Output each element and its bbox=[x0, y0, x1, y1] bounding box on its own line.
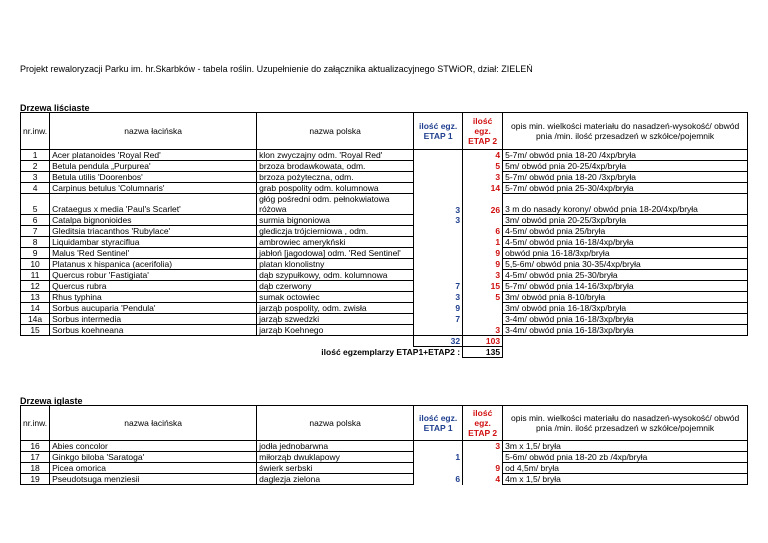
cell-qty-etap1: 7 bbox=[414, 314, 463, 325]
cell-description: 4-5m/ obwód pnia 16-18/4xp/bryła bbox=[503, 237, 748, 248]
cell-nr: 10 bbox=[21, 259, 50, 270]
table-row bbox=[21, 303, 748, 314]
cell-latin: Acer platanoides 'Royal Red' bbox=[50, 150, 257, 161]
cell-polish: świerk serbski bbox=[257, 463, 414, 474]
cell-latin: Quercus rubra bbox=[50, 281, 257, 292]
table-row bbox=[21, 281, 748, 292]
table-row bbox=[21, 183, 748, 194]
sum-etap1: 32 bbox=[414, 336, 463, 347]
cell-polish: brzoza brodawkowata, odm. bbox=[257, 161, 414, 172]
cell-latin: Carpinus betulus 'Columnaris' bbox=[50, 183, 257, 194]
cell-latin: Pseudotsuga menziesii bbox=[50, 474, 257, 485]
cell-nr: 12 bbox=[21, 281, 50, 292]
header-qty-etap1: ilość egz. ETAP 1 bbox=[414, 113, 463, 150]
cell-qty-etap2: 15 bbox=[463, 281, 503, 292]
header-polish: nazwa polska bbox=[257, 406, 414, 441]
cell-polish: dąb czerwony bbox=[257, 281, 414, 292]
cell-description: 5m/ obwód pnia 20-25/4xp/bryła bbox=[503, 161, 748, 172]
cell-qty-etap2 bbox=[463, 314, 503, 325]
cell-latin: Betula pendula „Purpurea' bbox=[50, 161, 257, 172]
header-latin: nazwa łacińska bbox=[50, 113, 257, 150]
cell-qty-etap1 bbox=[414, 248, 463, 259]
cell-polish: jabłoń [jagodowa] odm. 'Red Sentinel' bbox=[257, 248, 414, 259]
cell-qty-etap2: 3 bbox=[463, 441, 503, 452]
cell-qty-etap1 bbox=[414, 463, 463, 474]
table-row bbox=[21, 161, 748, 172]
header-description: opis min. wielkości materiału do nasadzeń-wysokość/ obwód pnia /min. ilość przesadzeń w szkółce/pojemnik bbox=[503, 113, 748, 150]
cell-nr: 4 bbox=[21, 183, 50, 194]
cell-latin: Sorbus intermedia bbox=[50, 314, 257, 325]
cell-qty-etap2: 3 bbox=[463, 172, 503, 183]
cell-nr: 14a bbox=[21, 314, 50, 325]
header-polish: nazwa polska bbox=[257, 113, 414, 150]
cell-qty-etap1 bbox=[414, 441, 463, 452]
cell-nr: 8 bbox=[21, 237, 50, 248]
cell-description: 3-4m/ obwód pnia 16-18/3xp/bryła bbox=[503, 314, 748, 325]
header-nr: nr.inw. bbox=[21, 113, 50, 150]
cell-qty-etap1: 3 bbox=[414, 215, 463, 226]
cell-nr: 1 bbox=[21, 150, 50, 161]
table-row bbox=[21, 259, 748, 270]
header-qty-etap1: ilość egz. ETAP 1 bbox=[414, 406, 463, 441]
cell-qty-etap2: 4 bbox=[463, 474, 503, 485]
cell-latin: Abies concolor bbox=[50, 441, 257, 452]
cell-qty-etap1 bbox=[414, 161, 463, 172]
cell-nr: 11 bbox=[21, 270, 50, 281]
cell-latin: Crataegus x media 'Paul's Scarlet' bbox=[50, 194, 257, 215]
cell-description: 5-6m/ obwód pnia 18-20 zb /4xp/bryła bbox=[503, 452, 748, 463]
cell-description: 3m/ obwód pnia 16-18/3xp/bryła bbox=[503, 303, 748, 314]
sums-spacer bbox=[21, 336, 414, 347]
cell-polish: grab pospolity odm. kolumnowa bbox=[257, 183, 414, 194]
cell-qty-etap2: 3 bbox=[463, 270, 503, 281]
section-title-conifers: Drzewa iglaste bbox=[20, 396, 83, 406]
cell-latin: Picea omorica bbox=[50, 463, 257, 474]
cell-nr: 3 bbox=[21, 172, 50, 183]
cell-description: 5-7m/ obwód pnia 18-20 /3xp/bryła bbox=[503, 172, 748, 183]
cell-qty-etap1 bbox=[414, 270, 463, 281]
table-row bbox=[21, 237, 748, 248]
cell-description: 5-7m/ obwód pnia 18-20 /4xp/bryła bbox=[503, 150, 748, 161]
header-qty-etap2: ilość egz. ETAP 2 bbox=[463, 406, 503, 441]
sum-etap2: 103 bbox=[463, 336, 503, 347]
cell-qty-etap2: 14 bbox=[463, 183, 503, 194]
conifers-table bbox=[20, 405, 748, 485]
cell-description: 3m/ obwód pnia 8-10/bryła bbox=[503, 292, 748, 303]
cell-description: 3-4m/ obwód pnia 16-18/3xp/bryła bbox=[503, 325, 748, 336]
cell-polish: głóg pośredni odm. pełnokwiatowa różowa bbox=[257, 194, 414, 215]
header-qty-etap2: ilość egz. ETAP 2 bbox=[463, 113, 503, 150]
cell-qty-etap2: 1 bbox=[463, 237, 503, 248]
cell-description: 4-5m/ obwód pnia 25-30/bryła bbox=[503, 270, 748, 281]
cell-polish: dąb szypułkowy, odm. kolumnowa bbox=[257, 270, 414, 281]
cell-polish: jarząb szwedzki bbox=[257, 314, 414, 325]
cell-latin: Catalpa bignonioides bbox=[50, 215, 257, 226]
cell-qty-etap1 bbox=[414, 259, 463, 270]
cell-polish: jarząb Koehnego bbox=[257, 325, 414, 336]
cell-polish: ambrowiec amerykński bbox=[257, 237, 414, 248]
cell-nr: 17 bbox=[21, 452, 50, 463]
cell-description: 4-5m/ obwód pnia 25/bryła bbox=[503, 226, 748, 237]
header-nr: nr.inw. bbox=[21, 406, 50, 441]
total-label: ilość egzemplarzy ETAP1+ETAP2 : bbox=[321, 347, 461, 358]
cell-description: 3m x 1,5/ bryła bbox=[503, 441, 748, 452]
cell-latin: Rhus typhina bbox=[50, 292, 257, 303]
cell-qty-etap2 bbox=[463, 215, 503, 226]
cell-qty-etap1: 7 bbox=[414, 281, 463, 292]
table-row bbox=[21, 463, 748, 474]
total-row bbox=[21, 347, 748, 358]
cell-description: 5-7m/ obwód pnia 14-16/3xp/bryła bbox=[503, 281, 748, 292]
cell-polish: jodła jednobarwna bbox=[257, 441, 414, 452]
cell-latin: Ginkgo biloba 'Saratoga' bbox=[50, 452, 257, 463]
cell-nr: 18 bbox=[21, 463, 50, 474]
cell-qty-etap2 bbox=[463, 303, 503, 314]
cell-qty-etap1: 6 bbox=[414, 474, 463, 485]
cell-nr: 13 bbox=[21, 292, 50, 303]
cell-polish: jarząb pospolity, odm. zwisła bbox=[257, 303, 414, 314]
cell-qty-etap2: 6 bbox=[463, 226, 503, 237]
cell-latin: Sorbus aucuparia 'Pendula' bbox=[50, 303, 257, 314]
cell-polish: brzoza pożyteczna, odm. bbox=[257, 172, 414, 183]
cell-latin: Platanus x hispanica (acerifolia) bbox=[50, 259, 257, 270]
table-row bbox=[21, 172, 748, 183]
cell-latin: Betula utilis 'Doorenbos' bbox=[50, 172, 257, 183]
cell-qty-etap2: 26 bbox=[463, 194, 503, 215]
cell-polish: platan klonolistny bbox=[257, 259, 414, 270]
cell-qty-etap2: 9 bbox=[463, 259, 503, 270]
total-spacer bbox=[503, 347, 748, 358]
cell-nr: 5 bbox=[21, 194, 50, 215]
cell-nr: 2 bbox=[21, 161, 50, 172]
section-title-deciduous: Drzewa liściaste bbox=[20, 103, 90, 113]
cell-nr: 6 bbox=[21, 215, 50, 226]
cell-nr: 15 bbox=[21, 325, 50, 336]
cell-description: 3m/ obwód pnia 20-25/3xp/bryła bbox=[503, 215, 748, 226]
cell-polish: sumak octowiec bbox=[257, 292, 414, 303]
cell-qty-etap2 bbox=[463, 452, 503, 463]
cell-nr: 19 bbox=[21, 474, 50, 485]
sums-row bbox=[21, 336, 748, 347]
cell-description: od 4,5m/ bryła bbox=[503, 463, 748, 474]
cell-qty-etap2: 5 bbox=[463, 161, 503, 172]
cell-polish: glediczja trójcierniowa , odm. bbox=[257, 226, 414, 237]
total-value: 135 bbox=[463, 347, 503, 358]
cell-nr: 9 bbox=[21, 248, 50, 259]
cell-qty-etap1: 3 bbox=[414, 194, 463, 215]
cell-qty-etap1 bbox=[414, 325, 463, 336]
cell-qty-etap1: 9 bbox=[414, 303, 463, 314]
table-row bbox=[21, 441, 748, 452]
cell-polish: klon zwyczajny odm. 'Royal Red' bbox=[257, 150, 414, 161]
table-row bbox=[21, 292, 748, 303]
cell-qty-etap2: 5 bbox=[463, 292, 503, 303]
cell-description: 5-7m/ obwód pnia 25-30/4xp/bryła bbox=[503, 183, 748, 194]
cell-qty-etap2: 3 bbox=[463, 325, 503, 336]
cell-latin: Sorbus koehneana bbox=[50, 325, 257, 336]
cell-qty-etap1: 1 bbox=[414, 452, 463, 463]
cell-nr: 7 bbox=[21, 226, 50, 237]
cell-latin: Malus 'Red Sentinel' bbox=[50, 248, 257, 259]
cell-qty-etap1 bbox=[414, 172, 463, 183]
table-row bbox=[21, 150, 748, 161]
table-row bbox=[21, 248, 748, 259]
document-title: Projekt rewaloryzacji Parku im. hr.Skarbków - tabela roślin. Uzupełnienie do załącznika aktualizacyjnego STWiOR, dział: ZIELEŃ bbox=[20, 64, 533, 74]
table-row bbox=[21, 452, 748, 463]
cell-latin: Gleditsia triacanthos 'Rubylace' bbox=[50, 226, 257, 237]
table-row bbox=[21, 194, 748, 215]
cell-nr: 14 bbox=[21, 303, 50, 314]
table-row bbox=[21, 215, 748, 226]
cell-qty-etap1: 3 bbox=[414, 292, 463, 303]
cell-qty-etap1 bbox=[414, 237, 463, 248]
cell-description: 3 m do nasady korony/ obwód pnia 18-20/4xp/bryła bbox=[503, 194, 748, 215]
header-latin: nazwa łacińska bbox=[50, 406, 257, 441]
cell-polish: daglezja zielona bbox=[257, 474, 414, 485]
table-row bbox=[21, 474, 748, 485]
cell-polish: surmia bignoniowa bbox=[257, 215, 414, 226]
cell-polish: miłorząb dwuklapowy bbox=[257, 452, 414, 463]
cell-latin: Liquidambar styraciflua bbox=[50, 237, 257, 248]
cell-latin: Quercus robur 'Fastigiata' bbox=[50, 270, 257, 281]
cell-description: obwód pnia 16-18/3xp/bryła bbox=[503, 248, 748, 259]
cell-nr: 16 bbox=[21, 441, 50, 452]
cell-description: 4m x 1,5/ bryła bbox=[503, 474, 748, 485]
cell-qty-etap2: 4 bbox=[463, 150, 503, 161]
header-description: opis min. wielkości materiału do nasadzeń-wysokość/ obwód pnia /min. ilość przesadzeń w szkółce/pojemnik bbox=[503, 406, 748, 441]
cell-qty-etap1 bbox=[414, 150, 463, 161]
cell-qty-etap2: 9 bbox=[463, 463, 503, 474]
table-row bbox=[21, 325, 748, 336]
table-row bbox=[21, 270, 748, 281]
cell-qty-etap2: 9 bbox=[463, 248, 503, 259]
cell-qty-etap1 bbox=[414, 226, 463, 237]
deciduous-table bbox=[20, 112, 748, 358]
table-row bbox=[21, 314, 748, 325]
table-row bbox=[21, 226, 748, 237]
cell-qty-etap1 bbox=[414, 183, 463, 194]
sums-spacer bbox=[503, 336, 748, 347]
cell-description: 5,5-6m/ obwód pnia 30-35/4xp/bryła bbox=[503, 259, 748, 270]
